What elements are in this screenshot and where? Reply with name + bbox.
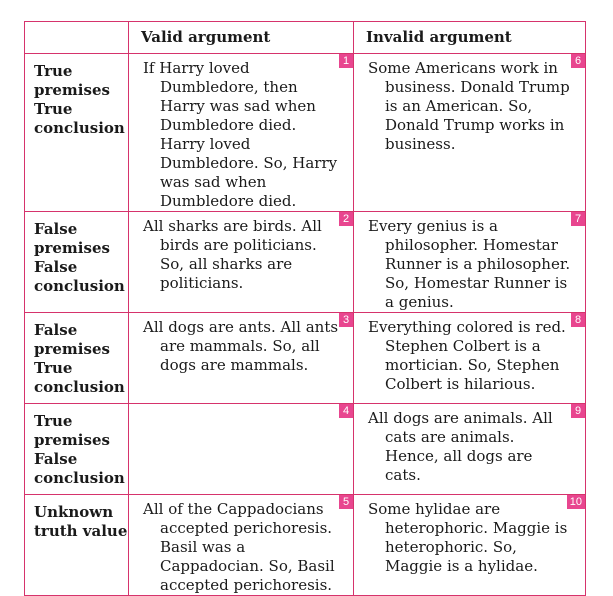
argument-table: [24, 21, 586, 596]
example-number-badge: 2: [339, 212, 353, 226]
example-text: All dogs are animals. All cats are animals. Hence, all dogs are cats.: [368, 409, 553, 484]
row-label-line: True: [34, 412, 73, 430]
row-label-line: premises: [34, 431, 110, 449]
example-text: Every genius is a philosopher. Homestar Runner is a philosopher. So, Homestar Runner is a genius.: [368, 217, 571, 311]
row-label-line: premises: [34, 239, 110, 257]
row-label-line: Unknown: [34, 503, 114, 521]
row-label-line: False: [34, 450, 78, 468]
row-label-line: True: [34, 359, 73, 377]
valid-example-cell: [129, 495, 354, 596]
row-label: [25, 495, 129, 596]
example-number-badge: 3: [339, 313, 353, 327]
row-label-line: True: [34, 100, 73, 118]
table-row: [25, 212, 586, 313]
table-row: [25, 313, 586, 404]
invalid-argument-header: Invalid argument: [354, 22, 586, 54]
row-label-line: premises: [34, 340, 110, 358]
example-number-badge: 1: [339, 54, 353, 68]
example-text: If Harry loved Dumbledore, then Harry was sad when Dumbledore died. Harry loved Dumbledore. So, Harry was sad when Dumbledore died.: [143, 59, 338, 210]
row-label-line: False: [34, 258, 78, 276]
invalid-example-cell: [354, 54, 586, 212]
example-text: Everything colored is red. Stephen Colbert is a mortician. So, Stephen Colbert is hilarious.: [368, 318, 566, 393]
row-label-line: conclusion: [34, 469, 125, 487]
valid-example-cell: [129, 54, 354, 212]
example-number-badge: 10: [567, 495, 585, 509]
invalid-example-cell: [354, 212, 586, 313]
example-text: All dogs are ants. All ants are mammals. So, all dogs are mammals.: [143, 318, 339, 374]
header-row: [25, 22, 586, 54]
row-label-line: False: [34, 321, 78, 339]
example-number-badge: 6: [571, 54, 585, 68]
example-number-badge: 4: [339, 404, 353, 418]
invalid-example-cell: [354, 495, 586, 596]
example-number-badge: 8: [571, 313, 585, 327]
row-label-line: conclusion: [34, 119, 125, 137]
example-number-badge: 5: [339, 495, 353, 509]
table-row: [25, 404, 586, 495]
row-label-line: False: [34, 220, 78, 238]
row-label-line: True: [34, 62, 73, 80]
row-label: [25, 54, 129, 212]
row-label: [25, 404, 129, 495]
table-row: [25, 495, 586, 596]
invalid-example-cell: [354, 404, 586, 495]
table-row: [25, 54, 586, 212]
example-text: All sharks are birds. All birds are politicians. So, all sharks are politicians.: [143, 217, 322, 292]
row-label-line: conclusion: [34, 378, 125, 396]
row-label: [25, 212, 129, 313]
invalid-example-cell: [354, 313, 586, 404]
valid-example-cell: [129, 212, 354, 313]
example-text: All of the Cappadocians accepted perichoresis. Basil was a Cappadocian. So, Basil accepted perichoresis.: [143, 500, 335, 594]
valid-argument-header: Valid argument: [129, 22, 354, 54]
example-text: Some Americans work in business. Donald Trump is an American. So, Donald Trump works in business.: [368, 59, 570, 153]
corner-cell: [25, 22, 129, 54]
example-number-badge: 9: [571, 404, 585, 418]
row-label-line: truth value: [34, 522, 128, 540]
row-label: [25, 313, 129, 404]
example-number-badge: 7: [571, 212, 585, 226]
valid-example-cell: [129, 313, 354, 404]
example-text: Some hylidae are heterophoric. Maggie is heterophoric. So, Maggie is a hylidae.: [368, 500, 568, 575]
row-label-line: premises: [34, 81, 110, 99]
valid-example-cell: [129, 404, 354, 495]
row-label-line: conclusion: [34, 277, 125, 295]
